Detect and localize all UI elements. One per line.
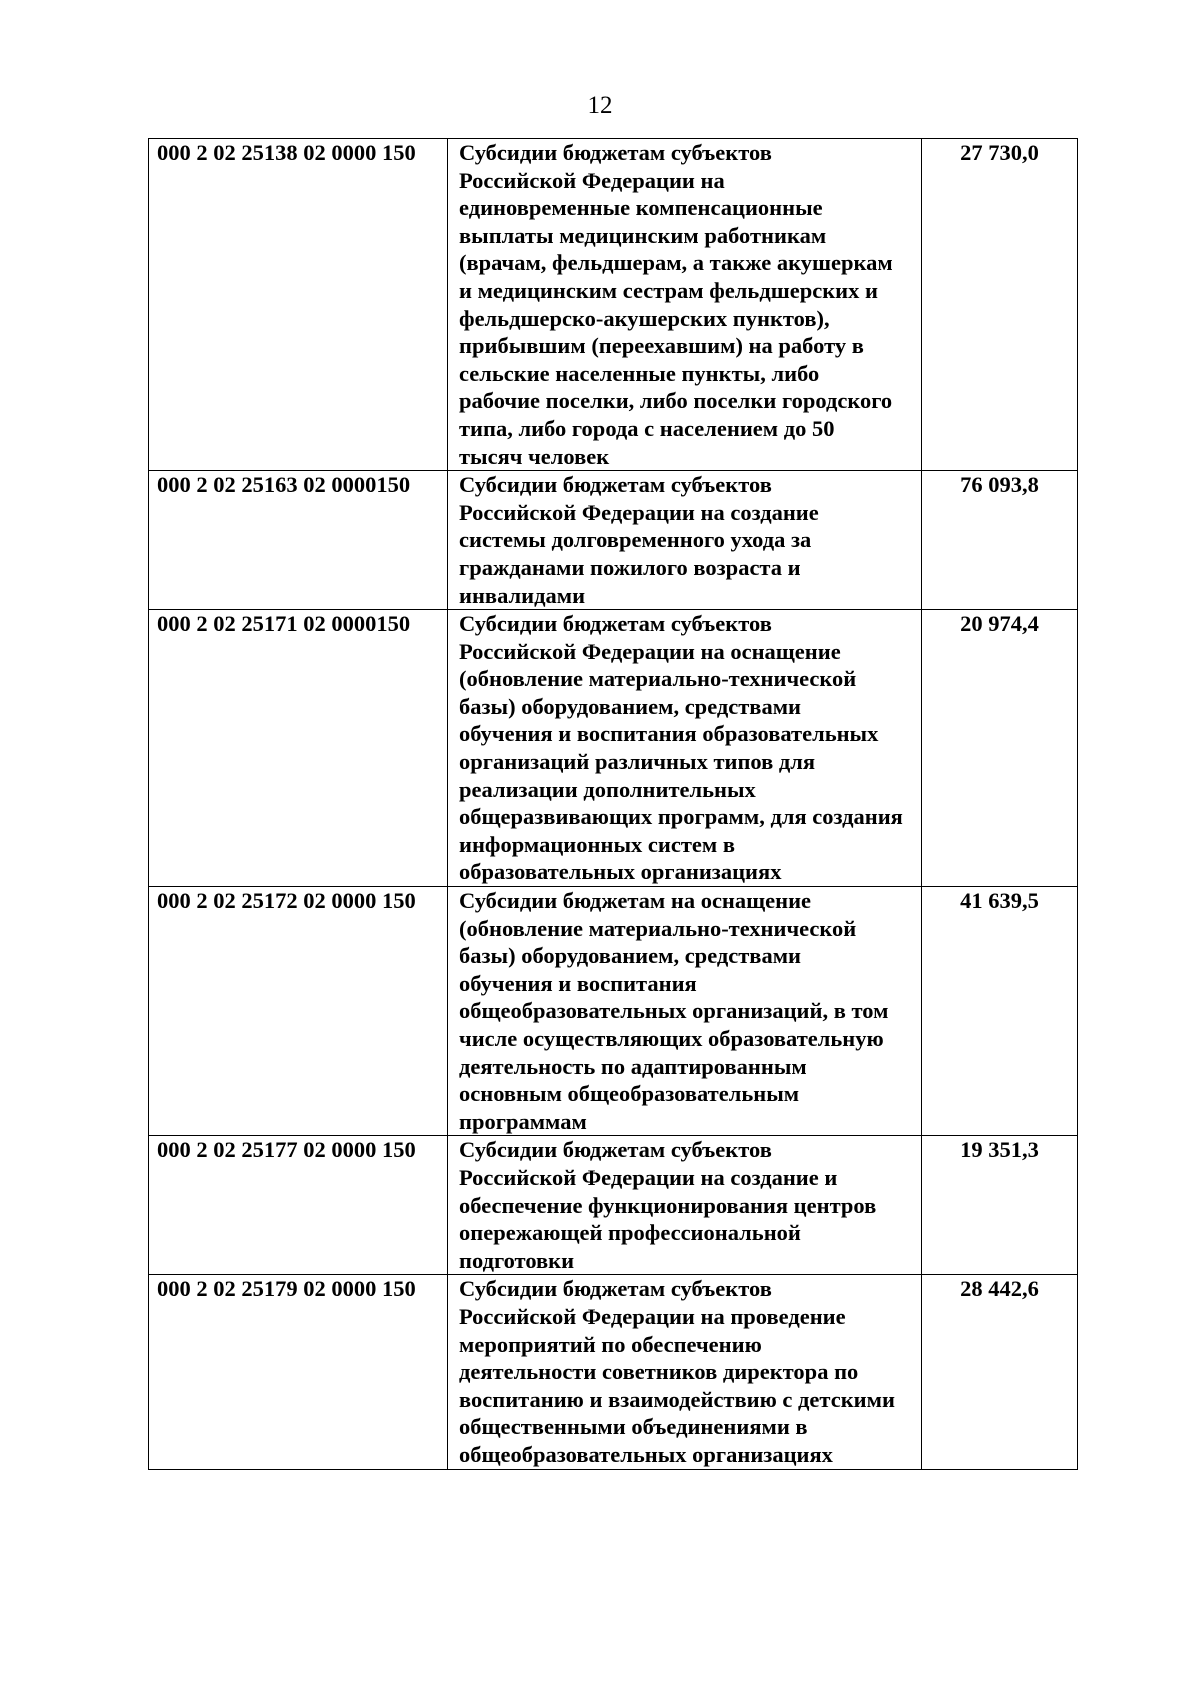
- description-line: Субсидии бюджетам субъектов: [459, 472, 772, 498]
- subsidy-amount: 41 639,5: [922, 887, 1078, 1136]
- budget-table: [148, 138, 1078, 1470]
- description-line: прибывшим (переехавшим) на работу в: [459, 333, 864, 359]
- description-line: Субсидии бюджетам субъектов: [459, 1276, 772, 1302]
- description-line: деятельность по адаптированным: [459, 1053, 807, 1079]
- table-row: [149, 610, 1078, 887]
- description-line: реализации дополнительных: [459, 776, 756, 802]
- description-line: единовременные компенсационные: [459, 195, 823, 221]
- description-line: Субсидии бюджетам субъектов: [459, 611, 772, 637]
- description-line: общественными объединениями в: [459, 1414, 808, 1440]
- table-row: [149, 887, 1078, 1136]
- page-number: 12: [587, 92, 613, 119]
- description-line: (обновление материально-технической: [459, 666, 857, 692]
- subsidy-description: [448, 1136, 922, 1275]
- description-line: обеспечение функционирования центров: [459, 1192, 877, 1218]
- description-line: базы) оборудованием, средствами: [459, 943, 801, 969]
- description-line: организаций различных типов для: [459, 749, 816, 775]
- description-line: мероприятий по обеспечению: [459, 1331, 762, 1357]
- description-line: системы долговременного ухода за: [459, 527, 812, 553]
- subsidy-description: [448, 887, 922, 1136]
- description-line: деятельности советников директора по: [459, 1359, 859, 1385]
- description-line: Российской Федерации на создание и: [459, 1164, 838, 1190]
- subsidy-description: [448, 471, 922, 610]
- description-line: числе осуществляющих образовательную: [459, 1026, 884, 1051]
- description-line: и медицинским сестрам фельдшерских и: [459, 277, 878, 303]
- subsidy-amount: 76 093,8: [922, 471, 1078, 610]
- description-line: обучения и воспитания образовательных: [459, 721, 879, 747]
- subsidy-description: [448, 1275, 922, 1469]
- description-line: фельдшерско-акушерских пунктов),: [459, 305, 830, 331]
- budget-table-body: [149, 139, 1078, 1470]
- description-line: типа, либо города с населением до 50: [459, 415, 835, 441]
- budget-code: 000 2 02 25172 02 0000 150: [149, 887, 448, 1136]
- description-line: общеразвивающих программ, для создания: [459, 804, 903, 830]
- description-line: базы) оборудованием, средствами: [459, 693, 801, 719]
- subsidy-description: [448, 139, 922, 471]
- budget-code: 000 2 02 25177 02 0000 150: [149, 1136, 448, 1275]
- description-line: (обновление материально-технической: [459, 915, 857, 941]
- subsidy-amount: 19 351,3: [922, 1136, 1078, 1275]
- budget-code: 000 2 02 25179 02 0000 150: [149, 1275, 448, 1469]
- description-line: Российской Федерации на проведение: [459, 1303, 846, 1329]
- table-row: [149, 1136, 1078, 1275]
- description-line: воспитанию и взаимодействию с детскими: [459, 1386, 895, 1412]
- description-line: (врачам, фельдшерам, а также акушеркам: [459, 250, 893, 276]
- description-line: Российской Федерации на оснащение: [459, 638, 841, 664]
- description-line: Российской Федерации на создание: [459, 499, 819, 525]
- description-line: информационных систем в: [459, 831, 735, 857]
- description-line: Субсидии бюджетам субъектов: [459, 1137, 772, 1163]
- description-line: обучения и воспитания: [459, 970, 697, 996]
- description-line: основным общеобразовательным: [459, 1081, 800, 1107]
- description-line: образовательных организациях: [459, 859, 782, 885]
- budget-code: 000 2 02 25171 02 0000150: [149, 610, 448, 887]
- description-line: общеобразовательных организациях: [459, 1441, 833, 1467]
- description-line: рабочие поселки, либо поселки городского: [459, 388, 893, 414]
- description-line: программам: [459, 1108, 587, 1134]
- subsidy-amount: 20 974,4: [922, 610, 1078, 887]
- table-row: [149, 139, 1078, 471]
- table-row: [149, 1275, 1078, 1469]
- subsidy-amount: 28 442,6: [922, 1275, 1078, 1469]
- subsidy-description: [448, 610, 922, 887]
- table-row: [149, 471, 1078, 610]
- subsidy-amount: 27 730,0: [922, 139, 1078, 471]
- description-line: сельские населенные пункты, либо: [459, 360, 820, 386]
- description-line: Субсидии бюджетам субъектов: [459, 140, 772, 165]
- description-line: подготовки: [459, 1247, 575, 1273]
- description-line: инвалидами: [459, 582, 586, 608]
- description-line: выплаты медицинским работникам: [459, 222, 827, 248]
- description-line: Субсидии бюджетам на оснащение: [459, 888, 812, 914]
- description-line: Российской Федерации на: [459, 167, 725, 193]
- description-line: гражданами пожилого возраста и: [459, 554, 801, 580]
- budget-code: 000 2 02 25163 02 0000150: [149, 471, 448, 610]
- description-line: тысяч человек: [459, 443, 610, 469]
- description-line: опережающей профессиональной: [459, 1220, 801, 1246]
- budget-code: 000 2 02 25138 02 0000 150: [149, 139, 448, 471]
- description-line: общеобразовательных организаций, в том: [459, 998, 889, 1024]
